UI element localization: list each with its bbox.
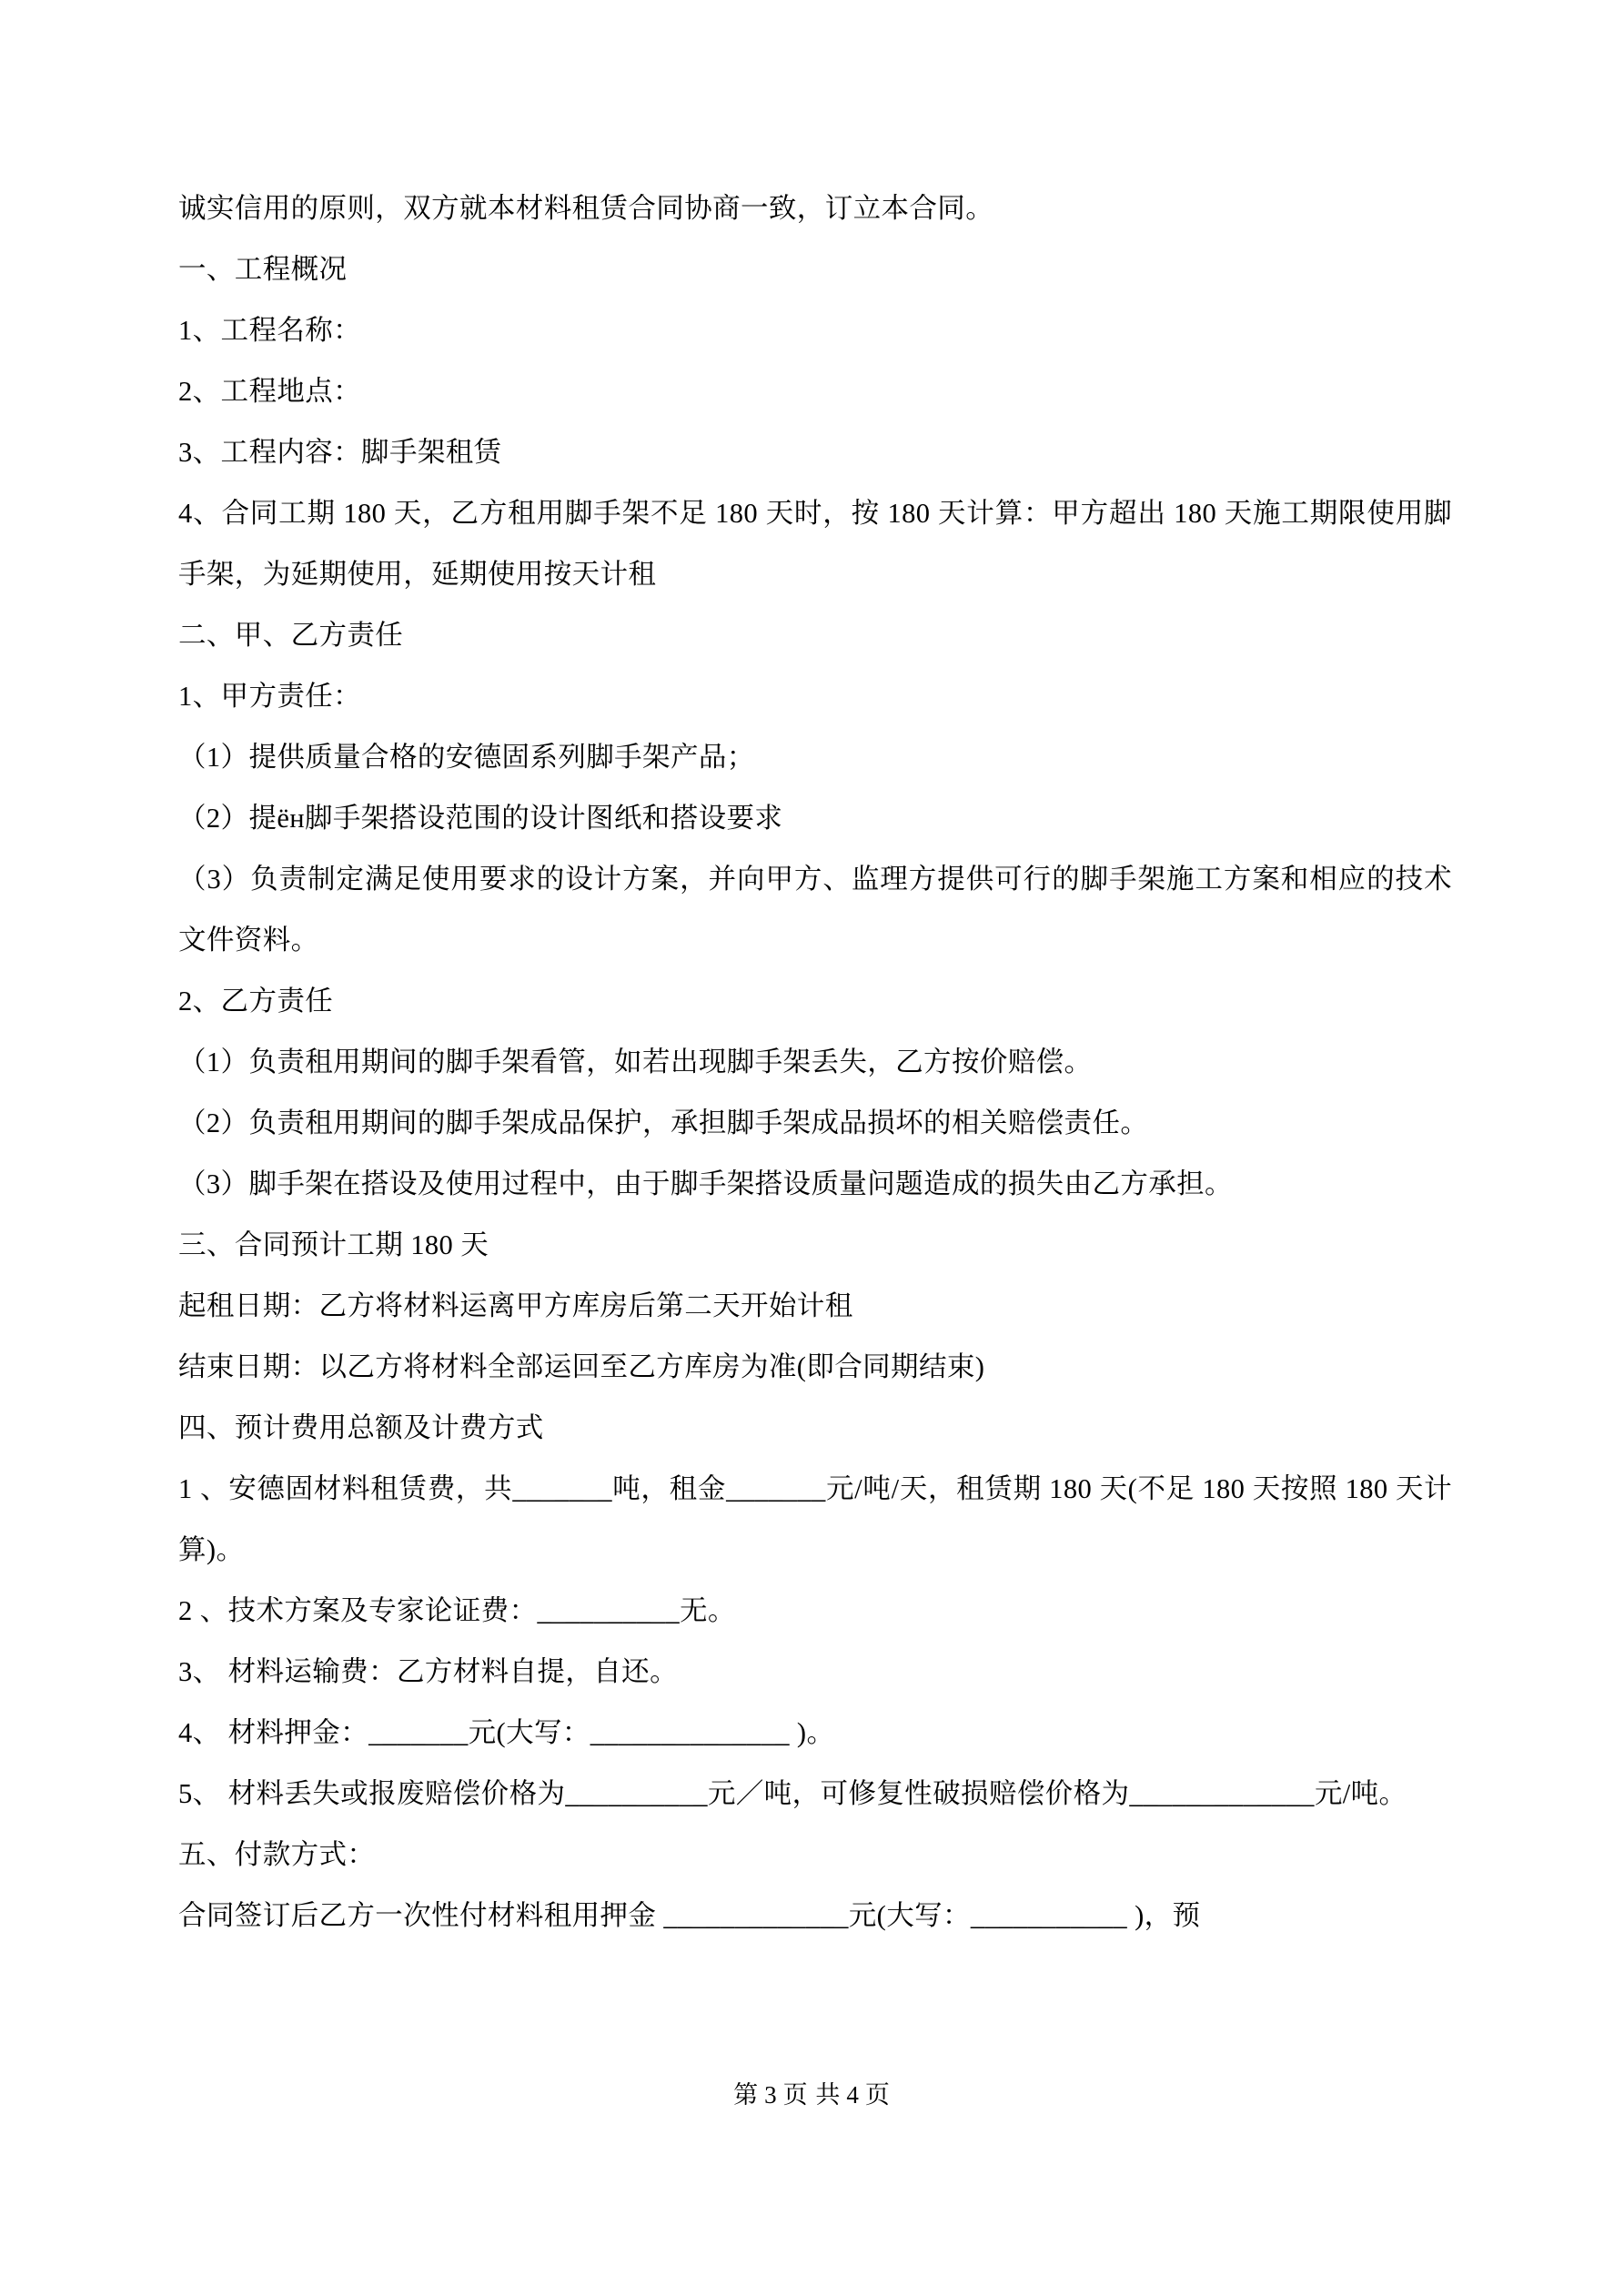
paragraph: （2）负责租用期间的脚手架成品保护，承担脚手架成品损坏的相关赔偿责任。 [178,1108,1149,1138]
footer-prefix: 第 [733,2081,760,2109]
paragraph: 合同签订后乙方一次性付材料租用押金 _____________元(大写：___________ )，预 [178,1900,1201,1931]
paragraph: 起租日期：乙方将材料运离甲方库房后第二天开始计租 [178,1290,853,1321]
paragraph: 诚实信用的原则，双方就本材料租赁合同协商一致，订立本合同。 [178,193,994,224]
paragraph: （3）脚手架在搭设及使用过程中，由于脚手架搭设质量问题造成的损失由乙方承担。 [178,1168,1233,1199]
paragraph: 2、工程地点： [178,376,362,407]
paragraph: 4、合同工期 180 天，乙方租用脚手架不足 180 天时，按 180 天计算：甲方超出 180 天施工期限使用脚手架，为延期使用，延期使用按天计租 [178,498,1452,590]
footer-current-page: 3 [764,2081,778,2109]
paragraph: （1）负责租用期间的脚手架看管，如若出现脚手架丢失，乙方按价赔偿。 [178,1047,1093,1077]
section-heading-3: 三、合同预计工期 180 天 [178,1229,489,1260]
section-heading-4: 四、预计费用总额及计费方式 [178,1412,544,1443]
paragraph: 3、工程内容：脚手架租赁 [178,437,502,468]
footer-suffix: 页 [864,2081,891,2109]
page-footer [0,2075,1624,2110]
paragraph: 2、乙方责任 [178,986,334,1017]
footer-middle: 页 共 [782,2081,842,2109]
paragraph: 1 、安德固材料租赁费，共_______吨，租金_______元/吨/天，租赁期 180 天(不足 180 天按照 180 天计算)。 [178,1473,1452,1565]
footer-total-pages: 4 [846,2081,860,2109]
section-heading-5: 五、付款方式： [178,1839,376,1870]
section-heading-2: 二、甲、乙方责任 [178,620,404,651]
paragraph: 2 、技术方案及专家论证费：__________无。 [178,1595,736,1626]
paragraph: （2）提ён脚手架搭设范围的设计图纸和搭设要求 [178,803,783,834]
paragraph: 结束日期：以乙方将材料全部运回至乙方库房为准(即合同期结束) [178,1351,985,1382]
paragraph: （1）提供质量合格的安德固系列脚手架产品； [178,742,755,773]
section-heading-1: 一、工程概况 [178,254,348,285]
paragraph: 4、 材料押金：_______元(大写：______________ )。 [178,1717,835,1748]
paragraph: 5、 材料丢失或报废赔偿价格为__________元／吨，可修复性破损赔偿价格为_____________元/吨。 [178,1778,1407,1809]
paragraph: 3、 材料运输费：乙方材料自提，自还。 [178,1656,678,1687]
paragraph: 1、工程名称： [178,315,362,346]
paragraph: （3）负责制定满足使用要求的设计方案，并向甲方、监理方提供可行的脚手架施工方案和相应的技术文件资料。 [178,864,1452,956]
paragraph: 1、甲方责任： [178,681,362,712]
document-body [178,178,1452,1947]
